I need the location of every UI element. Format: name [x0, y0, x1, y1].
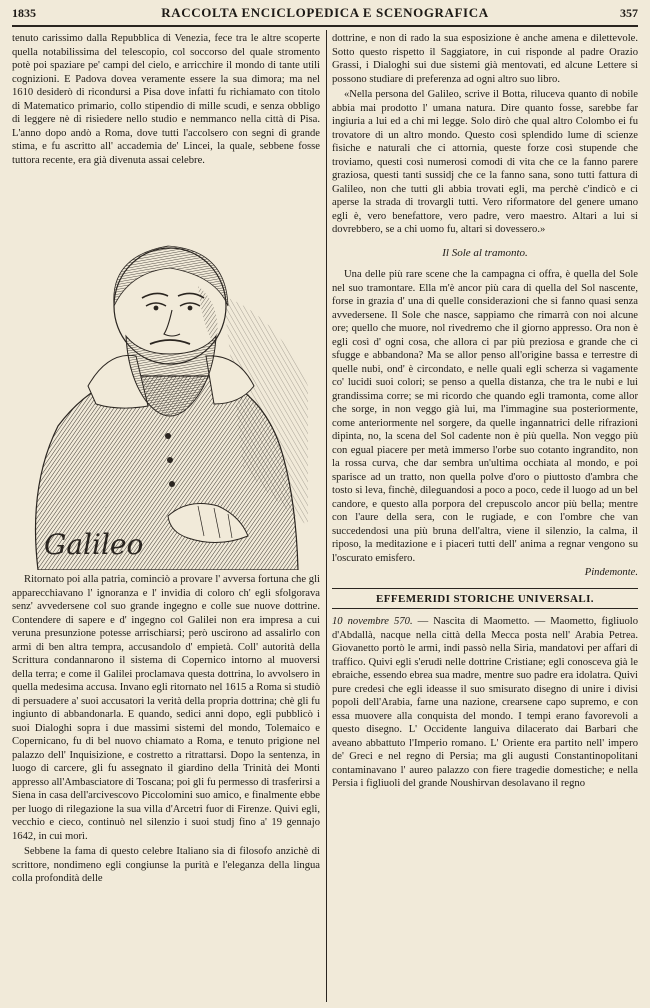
left-column-top	[12, 32, 320, 167]
column-divider	[326, 30, 327, 1002]
right-column	[332, 32, 638, 791]
sunset-author: Pindemonte.	[584, 567, 638, 578]
header-title: RACCOLTA ENCICLOPEDICA E SCENOGRAFICA	[161, 5, 489, 20]
galileo-continuation: dottrine, e non di rado la sua esposizione è anche amena e dilettevole. Sotto questo rispetto il Saggiatore, in cui risponde al padre Orazio Grassi, i Dialoghi sui due sistemi già mentovati, ed alcune Lettere si possono studiare di preferenza ad ogni altro suo libro.	[332, 33, 638, 85]
sunset-paragraph: Una delle più rare scene che la campagna ci offra, è quella del Sole nel suo tramontare. Ella m'è ancor più cara di quella del Sol nascente, forse in grazia d' una di quelle considerazioni che si fanno quasi senza avvedersene. Il Sole che nasce, sappiamo che rimarrà con noi alcune ore; quello che muore, nol rivedremo che il giorno appresso. Ora non è egli così d' ogni cosa, che allora ci par più preziosa e grande che ci sfugge e abbandona? Ma se allor penso all'origine bassa e terrestre di quelle nubi, ond' è circondato, e nelle quali egli scherza sì vagamente co' lucidi suoi colori; se penso a quella distanza, che tra le nubi e lui grandissima corre; se mi ricordo che quando egli tramonta, come allor che sorge, in non veggo già lui, ma l'immagine sua posteriormente, come anteriormente nel sorgere, da quelle ingannatrici delle rifrazioni dipinta, no, la scena del Sol cadente non è più quella. Non veggo più con egual piacere per metà immerso l'orbe suo cotanto ingrandito, non la rossa curva, che dar sembra un'ultima occhiata al mondo, e poi sparisce ad un tratto, non quella polve d'oro o piuttosto d'ambra che tosto si leva, finchè, dileguandosi a poco a poco, cede il luogo ad un bel candore, e questo alla porpora del crepuscolo ancor più bella; mentre con l'aure della sera, con le rugiade, e con l'ombre che van succedendosi una più bruna dell'altra, viene il silenzio, la calma, il riposo, la meditazione e i piaceri tutti dell' anima a regnar vengono su l'oscurato emisfero.	[332, 269, 638, 564]
galileo-signature: Galileo	[44, 528, 144, 561]
galileo-paragraph-2: Ritornato poi alla patria, cominciò a provare l' avversa fortuna che gli apparecchiavano l' ignoranza e l' invidia di coloro ch' egli sfolgorava senz' avvedersene col suo grande ingegno e colle sue nuove dottrine. Contendere di sapere e d' ingegno col Galilei non era impresa a cui veruna presunzione potesse arrischiarsi; però uscirono ad assalirlo con armi di ben altra tempra, accusandolo d' empietà. Coll' autorità della Scrittura condannarono il sistema di Copernico intorno al muoversi della terra; e come il Galilei proclamava questa dottrina, lo avvolsero in quella medesima accusa. Invano egli ritornato nel 1615 a Roma si studiò di persuadere a' suoi accusatori la verità della propria dottrina; chè gli fu ingiunto di abbandonarla. E quando, sedici anni dopo, egli pubblicò i suoi Dialoghi sopra i due massimi sistemi del mondo, Tolemaico e Copernicano, fu di bel nuovo chiamato a Roma, e tenuto prigione nel palazzo dell' Inquisizione, e costretto a ritrattarsi. Dopo la sentenza, in luogo di carcere, gli fu assegnato il giardino della Trinità dei Monti appresso all'Ambasciatore di Toscana; poi gli fu permesso di trasferirsi a Siena in casa dell'arcivescovo Piccolomini suo amico, e finalmente ebbe per luogo di rilegazione la sua villa d'Arcetri fuor di Firenze. Quivi egli, vecchio e cieco, continuò nel silenzio i suoi studj fino a' 19 gennajo 1642, in cui morì.	[12, 574, 320, 842]
left-column-bottom	[12, 573, 320, 886]
ephemerides-text: — Nascita di Maometto. — Maometto, figliuolo d'Abdallà, nacque nella città della Mecca posta nell' Arabia Petrea. Giovanetto portò le armi, indi passò nella Siria, mandatovi per affari di traffico. Quivi egli s'erudì nelle dottrine Cristiane; egli conosceva già le ebraiche, essendo ebrea sua madre, mentre suo padre era idolatra. Quivi pure credesi che egli ideasse il suo smisurato disegno di unire i divisi popoli dell'Arabia, farne una nazione, crearsene capo supremo, e con essa muovere alla conquista del mondo. I tempi erano favorevoli a questo disegno. L' Occidente languiva dilacerato dai Barbari che aveano abbattuto l'Imperio romano. L' Oriente era partito nell' impero de' Greci e nel regno di Persia; ma gli augusti Constantinopolitani contaminavano l' aureo palazzo con fiere tragedie domestiche; e nella Persia i figliuoli del grande Noushirvan desolavano il regno	[332, 616, 638, 789]
header-year: 1835	[12, 6, 36, 20]
galileo-paragraph-3: Sebbene la fama di questo celebre Italiano sia di filosofo anzichè di scrittore, nondimeno egli congiunse la purità e l'eleganza della lingua colla profondità delle	[12, 846, 320, 884]
galileo-portrait	[18, 236, 314, 570]
galileo-portrait-engraving	[18, 236, 314, 570]
ephemerides-heading: EFFEMERIDI STORICHE UNIVERSALI.	[376, 592, 594, 605]
ephemerides-entry	[332, 615, 638, 791]
sunset-heading: Il Sole al tramonto.	[442, 246, 528, 259]
page-header	[12, 4, 638, 22]
galileo-paragraph-1: tenuto carissimo dalla Repubblica di Venezia, fece tra le altre scoperte quella notabilissima del telescopio, col soccorso del quale stromento potè poi spaziare pe' campi del cielo, e arricchire il mondo di tante utili cognizioni. E Padova dovea veramente essere la sua dimora; ma nel 1610 desiderò di ricondursi a Pisa dove infatti fu richiamato con titolo di Matematico primario, collo stipendio di mille scudi, e senza obbligo di leggere nè di risiedere nello studio e nemmanco nella città di Pisa. L'anno dopo andò a Roma, dove tutti l'accolsero con segni di grande stima, e fu ascritto all' accademia de' Lincei, la quale, sebbene fosse tuttora recente, era già divenuta assai celebre.	[12, 33, 320, 166]
page-number: 357	[620, 6, 638, 20]
botta-quote: «Nella persona del Galileo, scrive il Botta, riluceva quanto di nobile abbia mai prodotto l' umana natura. Dire quanto fosse, sarebbe far ingiuria a lui ed a chi mi legge. Solo dirò che qual altro Colombo ei fu trovatore di un altro mondo. Questo così splendido lume di scienze fisiche e naturali che ci attornia, queste forze così stupende che troviamo, questi così numerosi comodi di vita che ce la fanno parere graziosa, questi tanti sussidj che ce la fanno sana, sono tutti fattura di Galileo, non che tutti gli abbia trovati egli, ma perchè c'indicò e ci aperse la strada di trovargli tutti. Vero riformatore del genere umano egli è, vero benefattore, vero padre, vero maestro. Altari a lui si dovrebbero, se a chi uomo fu, altari si dovessero.»	[332, 89, 638, 235]
section-divider	[332, 588, 638, 589]
header-rule	[12, 25, 638, 27]
ephemerides-date: 10 novembre 570.	[332, 616, 413, 627]
section-divider-bottom	[332, 608, 638, 609]
